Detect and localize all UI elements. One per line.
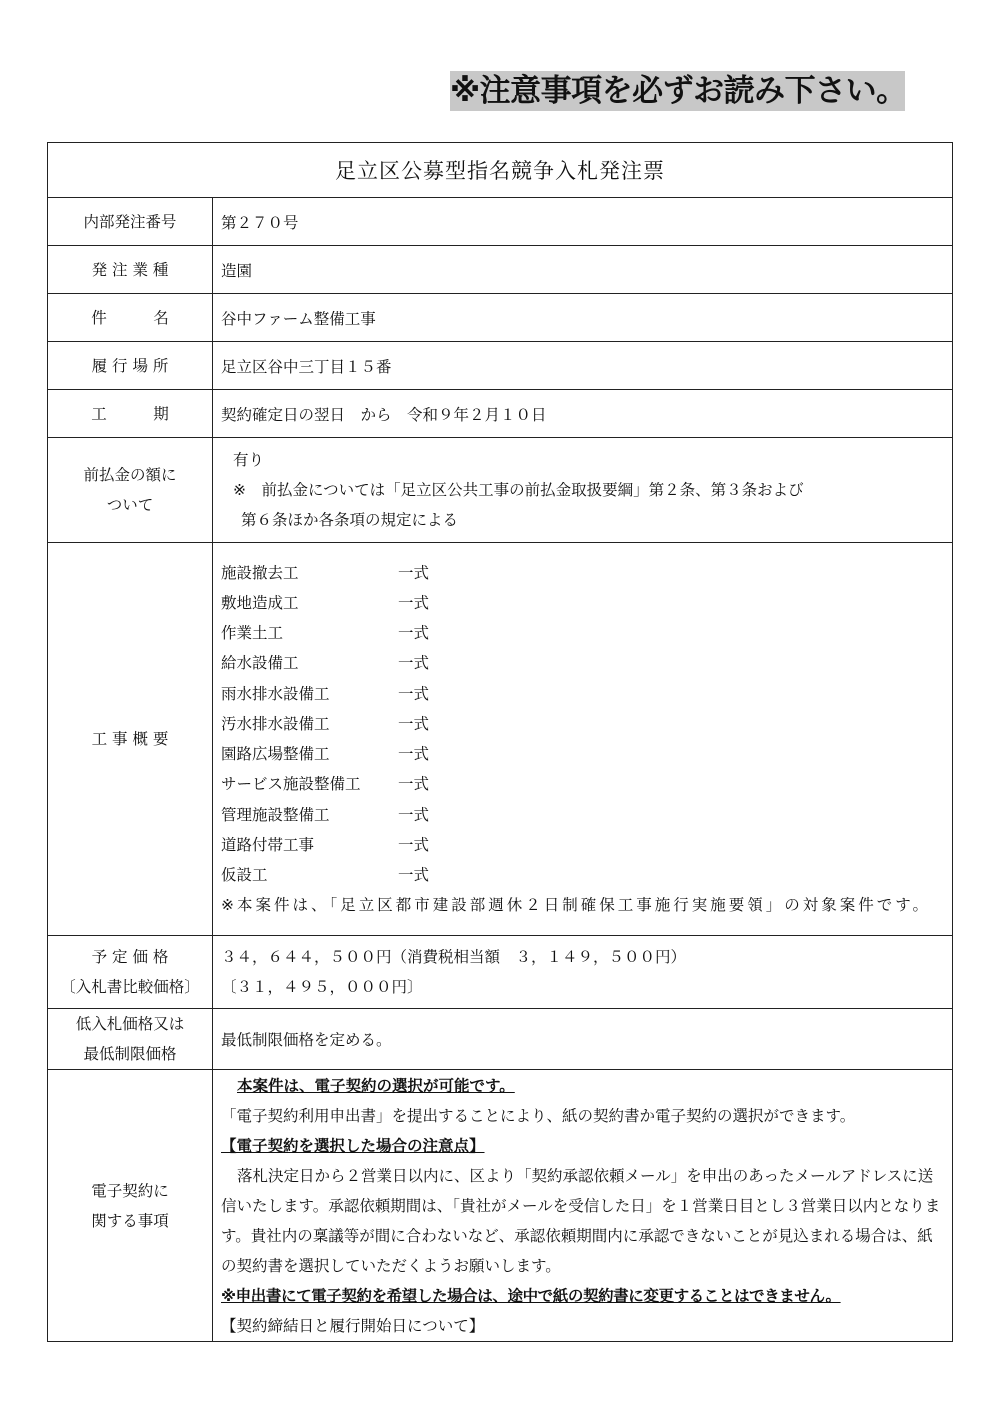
period-label: 工 期	[48, 390, 213, 438]
document-title: 足立区公募型指名競争入札発注票	[48, 143, 953, 198]
summary-item: 敷地造成工 一式	[221, 594, 430, 613]
econtract-warning: ※申出書にて電子契約を希望した場合は、途中で紙の契約書に変更することはできません。	[221, 1286, 841, 1305]
row-low-bid	[48, 1009, 953, 1070]
advance-label-line: ついて	[106, 496, 154, 514]
summary-item: 仮設工 一式	[221, 865, 430, 884]
location-value: 足立区谷中三丁目１５番	[213, 342, 953, 390]
price-label	[48, 936, 213, 1009]
advance-label-line: 前払金の額に	[83, 466, 177, 484]
summary-item: 園路広場整備工 一式	[221, 745, 430, 764]
summary-label: 工 事 概 要	[48, 543, 213, 936]
summary-item: サービス施設整備工 一式	[221, 775, 430, 794]
row-planned-price	[48, 936, 953, 1009]
low-bid-label-line: 最低制限価格	[83, 1045, 177, 1063]
advance-value	[213, 438, 953, 543]
advance-label	[48, 438, 213, 543]
summary-note: ※本案件は、「足立区都市建設部週休２日制確保工事施行実施要領」の対象案件です。	[221, 896, 932, 915]
summary-item: 雨水排水設備工 一式	[221, 684, 430, 703]
subject-label: 件 名	[48, 294, 213, 342]
row-advance-payment	[48, 438, 953, 543]
location-label: 履 行 場 所	[48, 342, 213, 390]
bid-comparison-price: 〔３１，４９５，０００円〕	[221, 978, 423, 996]
row-work-summary	[48, 543, 953, 936]
advance-line: 有り	[233, 451, 265, 469]
econtract-caution-text: 落札決定日から２営業日以内に、区より「契約承認依頼メール」を申出のあったメールアドレスに送信いたします。承認依頼期間は、「貴社がメールを受信した日」を１営業日目とし３営業日以内となります。貴社内の稟議等が間に合わないなど、承認依頼期間内に承認できないことが見込まれる場合は、紙の契約書を選択していただくようお願いします。	[221, 1166, 941, 1275]
row-period	[48, 390, 953, 438]
econtract-intro: 「電子契約利用申出書」を提出することにより、紙の契約書か電子契約の選択ができます。	[221, 1106, 856, 1125]
low-bid-value: 最低制限価格を定める。	[213, 1009, 953, 1070]
econtract-heading: 本案件は、電子契約の選択が可能です。	[237, 1076, 515, 1095]
period-value: 契約確定日の翌日 から 令和９年２月１０日	[213, 390, 953, 438]
econtract-label	[48, 1070, 213, 1342]
econtract-caution-heading: 【電子契約を選択した場合の注意点】	[221, 1136, 485, 1155]
summary-item: 管理施設整備工 一式	[221, 805, 430, 824]
econtract-label-line: 電子契約に	[91, 1181, 169, 1200]
price-value	[213, 936, 953, 1009]
low-bid-label-line: 低入札価格又は	[75, 1015, 185, 1033]
summary-item: 作業土工 一式	[221, 624, 430, 643]
order-no-value: 第２７０号	[213, 198, 953, 246]
category-label: 発 注 業 種	[48, 246, 213, 294]
row-location	[48, 342, 953, 390]
subject-value: 谷中ファーム整備工事	[213, 294, 953, 342]
econtract-label-line: 関する事項	[91, 1211, 169, 1230]
row-electronic-contract	[48, 1070, 953, 1342]
econtract-dates-heading: 【契約締結日と履行開始日について】	[221, 1316, 485, 1335]
category-value: 造園	[213, 246, 953, 294]
order-no-label: 内部発注番号	[48, 198, 213, 246]
summary-item: 給水設備工 一式	[221, 654, 430, 673]
advance-line: ※ 前払金については「足立区公共工事の前払金取扱要綱」第２条、第３条および	[233, 481, 804, 499]
summary-item: 汚水排水設備工 一式	[221, 714, 430, 733]
summary-item: 施設撤去工 一式	[221, 563, 430, 582]
price-label-line: 予 定 価 格	[91, 948, 169, 966]
econtract-value	[213, 1070, 953, 1342]
row-category	[48, 246, 953, 294]
low-bid-label	[48, 1009, 213, 1070]
summary-value	[213, 543, 953, 936]
notice-banner: ※注意事項を必ずお読み下さい。	[450, 73, 907, 109]
summary-item: 道路付帯工事 一式	[221, 835, 430, 854]
row-subject	[48, 294, 953, 342]
order-sheet-table	[47, 142, 953, 1342]
planned-price: ３４，６４４，５００円（消費税相当額 ３，１４９，５００円）	[221, 948, 687, 966]
advance-line: 第６条ほか各条項の規定による	[241, 511, 459, 529]
price-label-line: 〔入札書比較価格〕	[60, 978, 200, 996]
row-order-no	[48, 198, 953, 246]
